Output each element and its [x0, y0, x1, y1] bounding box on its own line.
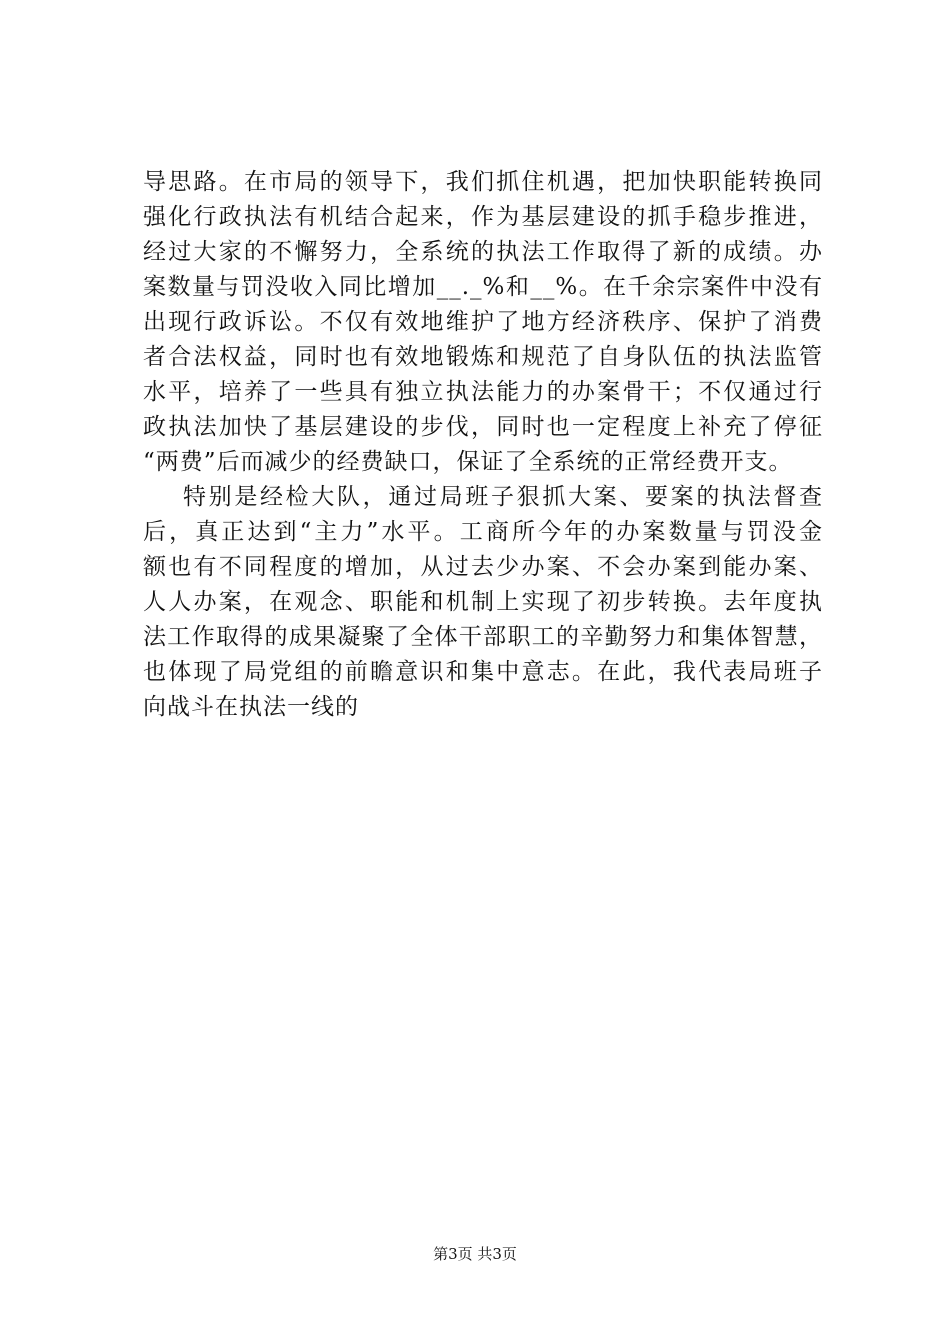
page-footer: [0, 1244, 950, 1264]
text-line: 法工作取得的成果凝聚了全体干部职工的辛勤努力和集体智慧，: [143, 624, 823, 650]
text-line: 导思路。在市局的领导下，我们抓住机遇，把加快职能转换同: [143, 169, 823, 195]
text-line: 向战斗在执法一线的: [143, 694, 359, 720]
text-line: 强化行政执法有机结合起来，作为基层建设的抓手稳步推进，: [143, 204, 823, 230]
text-line: 额也有不同程度的增加，从过去少办案、不会办案到能办案、: [143, 554, 823, 580]
text-line: “两费”后而减少的经费缺口，保证了全系统的正常经费开支。: [143, 449, 793, 475]
text-line: 人人办案，在观念、职能和机制上实现了初步转换。去年度执: [143, 589, 823, 615]
body-paragraph-2: [143, 480, 823, 725]
text-line: 特别是经检大队，通过局班子狠抓大案、要案的执法督查: [183, 484, 823, 510]
text-line: 后，真正达到“主力”水平。工商所今年的办案数量与罚没金: [143, 519, 823, 545]
text-line: 案数量与罚没收入同比增加__._%和__%。在千余宗案件中没有: [143, 274, 823, 300]
text-line: 政执法加快了基层建设的步伐，同时也一定程度上补充了停征: [143, 414, 823, 440]
text-line: 出现行政诉讼。不仅有效地维护了地方经济秩序、保护了消费: [143, 309, 823, 335]
page-number-label: 第3页 共3页: [433, 1245, 517, 1263]
text-line: 者合法权益，同时也有效地锻炼和规范了自身队伍的执法监管: [143, 344, 823, 370]
body-paragraph-1: [143, 165, 823, 480]
text-line: 经过大家的不懈努力，全系统的执法工作取得了新的成绩。办: [143, 239, 823, 265]
text-line: 也体现了局党组的前瞻意识和集中意志。在此，我代表局班子: [143, 659, 823, 685]
text-line: 水平，培养了一些具有独立执法能力的办案骨干；不仅通过行: [143, 379, 823, 405]
